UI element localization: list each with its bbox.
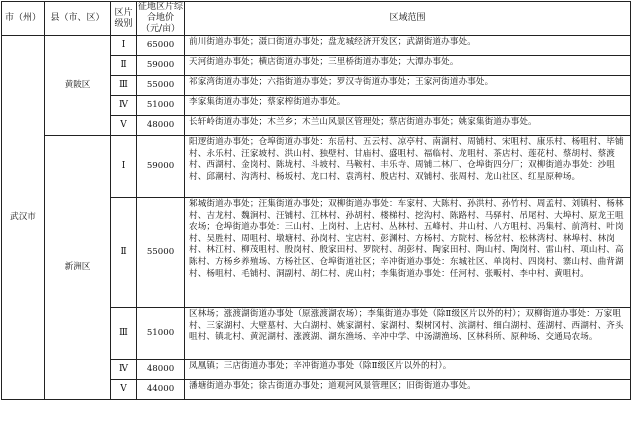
district-name: 黄陂区 — [45, 36, 111, 136]
range-cell: 前川街道办事处；滠口街道办事处；盘龙城经济开发区；武湖街道办事处。 — [185, 36, 631, 56]
header-city: 市（州） — [2, 2, 45, 36]
level-cell: Ⅰ — [111, 36, 137, 56]
header-row — [2, 2, 631, 36]
land-price-table — [1, 1, 631, 400]
range-cell: 祁家湾街道办事处；六指街道办事处；罗汉寺街道办事处；王家河街道办事处。 — [185, 76, 631, 96]
price-cell: 55000 — [137, 198, 185, 308]
price-cell: 44000 — [137, 380, 185, 400]
table-row — [2, 36, 631, 56]
price-cell: 51000 — [137, 96, 185, 116]
range-cell: 长轩岭街道办事处；木兰乡；木兰山风景区管理处；蔡店街道办事处；姚家集街道办事处。 — [185, 116, 631, 136]
price-cell: 48000 — [137, 116, 185, 136]
header-price: 征地区片综合地价（元/亩） — [137, 2, 183, 34]
price-cell: 65000 — [137, 36, 185, 56]
level-cell: Ⅱ — [111, 198, 137, 308]
range-cell: 凤凰镇；三店街道办事处；辛冲街道办事处（除Ⅱ级区片以外的村）。 — [185, 360, 631, 380]
range-cell: 邾城街道办事处；汪集街道办事处；双柳街道办事处：车家村、大陈村、孙洪村、孙竹村、周孟村、刘镇村、杨林村、吉龙村、魏涧村、汪铺村、江林村、孙胡村、楼梯村、挖沟村、陈路村、马驿村、吊尾村、大埠村、原龙王咀农场；仓埠街道办事处：三山村、上岗村、上店村、丛林村、五峰村、井山村、八方咀村、冯集村、前湾村、叶岗村、吴胜村、周咀村、墩塘村、孙岗村、宝店村、彭渊村、方杨村、方院村、杨岔村、松林湾村、林埠村、林岗村、林江村、柳茂咀村、殷岗村、殷家田村、罗院村、胡彭村、陶家田村、陶山村、陶岗村、雷山村、项山村、高陈村、方杨乡养殖场、方杨社区、仓埠街道社区；辛冲街道办事处：东城社区、单岗村、四岗村、寨山村、曲背湖村、杨咀村、毛铺村、洞副村、胡仁村、虎山村；李集街道办事处：任河村、张畈村、李中村、黄咀村。 — [185, 198, 631, 308]
range-cell: 李家集街道办事处；蔡家榨街道办事处。 — [185, 96, 631, 116]
level-cell: Ⅴ — [111, 380, 137, 400]
level-cell: Ⅳ — [111, 96, 137, 116]
price-cell: 55000 — [137, 76, 185, 96]
city-cell: 武汉市 — [2, 36, 45, 400]
level-cell: Ⅱ — [111, 56, 137, 76]
price-cell: 51000 — [137, 308, 185, 360]
price-cell: 59000 — [137, 56, 185, 76]
level-cell: Ⅰ — [111, 136, 137, 198]
header-range: 区域范围 — [185, 2, 631, 36]
district-name: 新洲区 — [45, 136, 111, 400]
header-level: 区片级别 — [111, 2, 137, 36]
range-cell: 潘塘街道办事处；徐古街道办事处；道观河风景管理区；旧街街道办事处。 — [185, 380, 631, 400]
level-cell: Ⅲ — [111, 308, 137, 360]
range-cell: 天河街道办事处；横店街道办事处；三里桥街道办事处；大潭办事处。 — [185, 56, 631, 76]
table-row — [2, 136, 631, 198]
level-cell: Ⅳ — [111, 360, 137, 380]
range-cell: 阳逻街道办事处；仓埠街道办事处：东岳村、五云村、凉亭村、南湖村、周铺村、宋咀村、康乐村、杨咀村、毕铺村、永乐村、汪家坡村、洪山村、独壁村、甘庙村、盛咀村、福临村、龙咀村、茶店村、莲花村、蔡胡村、蔡渡村、西湖村、金岗村、陈垅村、斗坡村、马鞍村、丰乐寺、周铺二林厂、仓埠街四分厂；双柳街道办事处：沙咀村、邱潮村、沟湾村、杨坂村、龙口村、袁湾村、殷店村、双铺村、张周村、龙山社区、红星原种场。 — [185, 136, 631, 198]
level-cell: Ⅴ — [111, 116, 137, 136]
price-cell: 48000 — [137, 360, 185, 380]
range-cell: 区林场；涨渡湖街道办事处（原涨渡湖农场）；李集街道办事处（除Ⅱ级区片以外的村）；双柳街道办事处：万家咀村、三家湖村、大壁墓村、大白湖村、姚家湖村、家湖村、梨树冈村、滨湖村、细白湖村、莲湖村、西湖村、齐头咀村、镇北村、黄泥湖村、涨渡湖、湖东渔场、辛冲中学、中汤湖渔场、区林科所、原种场、交通局农场。 — [185, 308, 631, 360]
price-cell: 59000 — [137, 136, 185, 198]
header-county: 县（市、区） — [45, 2, 111, 36]
level-cell: Ⅲ — [111, 76, 137, 96]
